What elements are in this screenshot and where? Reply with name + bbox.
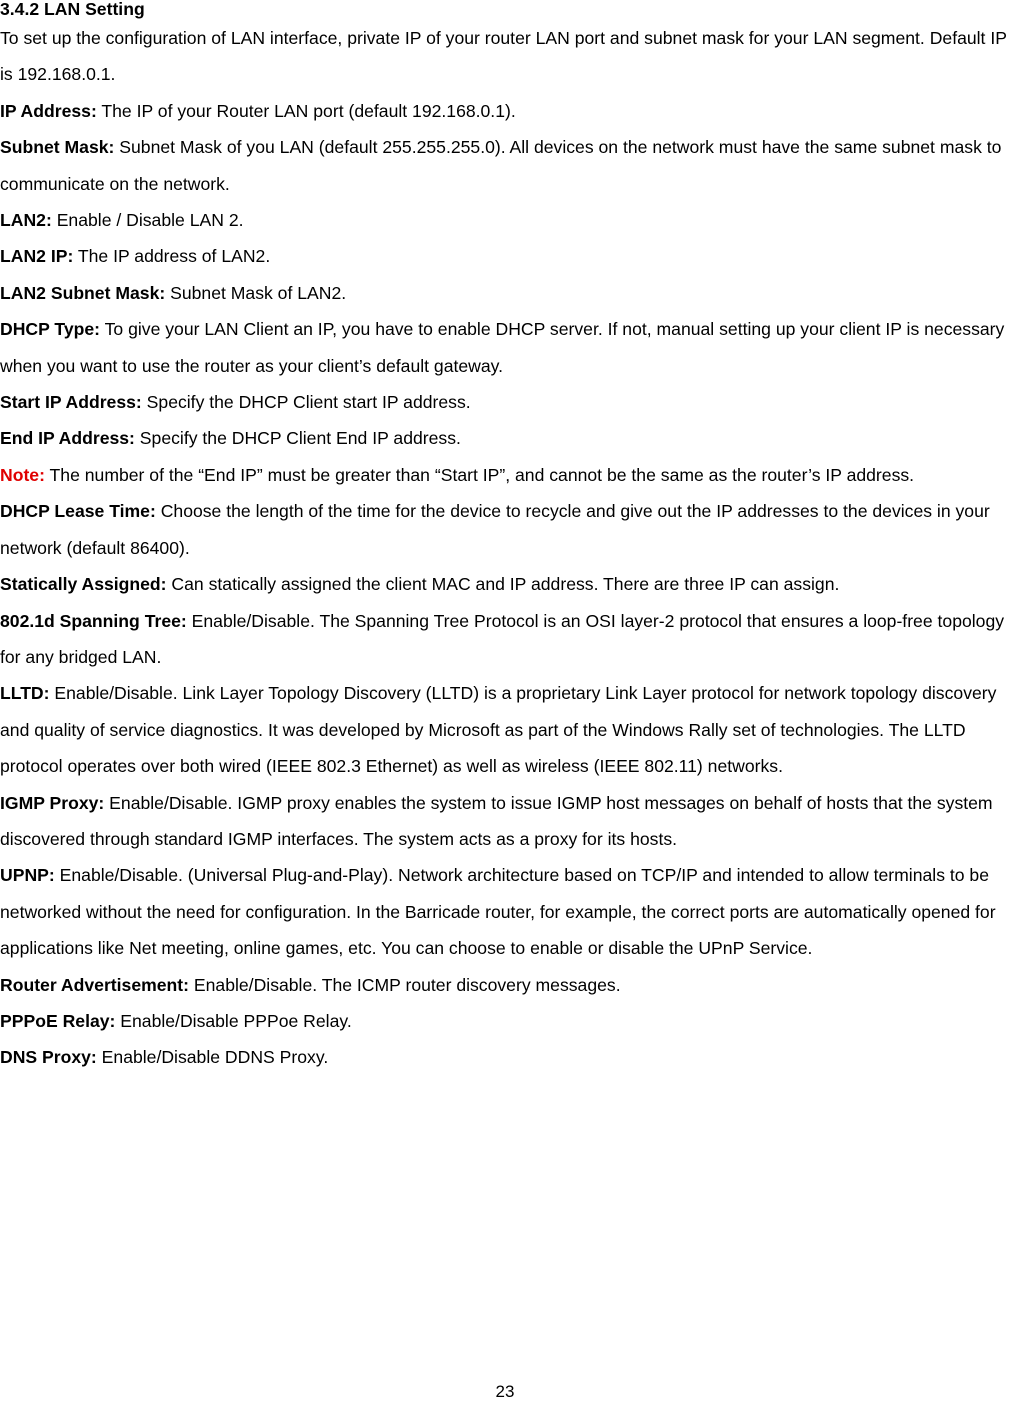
section-heading: 3.4.2 LAN Setting: [0, 0, 145, 19]
note-paragraph: [0, 457, 1010, 493]
term-description: Enable/Disable. Link Layer Topology Discovery (LLTD) is a proprietary Link Layer protocol for network topology discovery and quality of service diagnostics. It was developed by Microsoft as part of the Windows Rally set of technologies. The LLTD protocol operates over both wired (IEEE 802.3 Ethernet) as well as wireless (IEEE 802.11) networks.: [0, 683, 997, 777]
term-description: Specify the DHCP Client start IP address.: [141, 392, 471, 413]
definition-ip-address: [0, 93, 1010, 129]
term-label: LLTD:: [0, 683, 50, 704]
term-description: Enable/Disable. The ICMP router discovery messages.: [189, 974, 621, 995]
term-description: The IP of your Router LAN port (default 192.168.0.1).: [96, 100, 516, 121]
term-description: Enable/Disable. (Universal Plug-and-Play). Network architecture based on TCP/IP and intended to allow terminals to be networked without the need for configuration. In the Barricade router, for example, the correct ports are automatically opened for applications like Net meeting, online games, etc. You can choose to enable or disable the UPnP Service.: [0, 865, 996, 959]
definition-upnp: [0, 857, 1010, 966]
term-label: PPPoE Relay:: [0, 1010, 116, 1031]
definition-dhcp-type: [0, 311, 1010, 384]
term-label: End IP Address:: [0, 428, 135, 449]
term-description: Specify the DHCP Client End IP address.: [134, 428, 461, 449]
term-label: Subnet Mask:: [0, 137, 115, 158]
term-description: Can statically assigned the client MAC and IP address. There are three IP can assign.: [166, 574, 840, 595]
definition-end-ip-address: [0, 420, 1010, 456]
term-label: Start IP Address:: [0, 392, 142, 413]
definition-subnet-mask: [0, 129, 1010, 202]
term-label: LAN2:: [0, 210, 52, 231]
section-intro: To set up the configuration of LAN interface, private IP of your router LAN port and subnet mask for your LAN segment. Default IP is 192.168.0.1.: [0, 28, 1007, 85]
term-label: 802.1d Spanning Tree:: [0, 610, 187, 631]
definition-lltd: [0, 675, 1010, 784]
term-label: Statically Assigned:: [0, 574, 167, 595]
note-label: Note:: [0, 464, 45, 485]
term-label: IP Address:: [0, 100, 97, 121]
term-description: To give your LAN Client an IP, you have to enable DHCP server. If not, manual setting up your client IP is necessary when you want to use the router as your client’s default gateway.: [0, 319, 1005, 376]
term-description: The IP address of LAN2.: [73, 246, 271, 267]
note-text: The number of the “End IP” must be greater than “Start IP”, and cannot be the same as the router’s IP address.: [44, 464, 915, 485]
definition-dns-proxy: [0, 1039, 1010, 1075]
definition-spanning-tree: [0, 603, 1010, 676]
term-label: Router Advertisement:: [0, 974, 190, 995]
term-description: Subnet Mask of you LAN (default 255.255.255.0). All devices on the network must have the same subnet mask to communicate on the network.: [0, 137, 1002, 194]
term-label: DNS Proxy:: [0, 1047, 97, 1068]
definition-lan2-ip: [0, 238, 1010, 274]
term-description: Enable / Disable LAN 2.: [51, 210, 244, 231]
definition-lan2-subnet-mask: [0, 275, 1010, 311]
page-number: 23: [495, 1382, 515, 1401]
definition-pppoe-relay: [0, 1003, 1010, 1039]
definition-igmp-proxy: [0, 785, 1010, 858]
term-label: DHCP Type:: [0, 319, 101, 340]
term-label: LAN2 IP:: [0, 246, 74, 267]
definition-statically-assigned: [0, 566, 1010, 602]
term-label: DHCP Lease Time:: [0, 501, 156, 522]
term-description: Enable/Disable. The Spanning Tree Protocol is an OSI layer-2 protocol that ensures a loop-free topology for any bridged LAN.: [0, 610, 1005, 667]
definition-start-ip-address: [0, 384, 1010, 420]
term-description: Choose the length of the time for the device to recycle and give out the IP addresses to the devices in your network (default 86400).: [0, 501, 990, 558]
term-label: LAN2 Subnet Mask:: [0, 282, 166, 303]
term-description: Enable/Disable DDNS Proxy.: [96, 1047, 329, 1068]
term-description: Enable/Disable PPPoe Relay.: [115, 1010, 352, 1031]
term-label: UPNP:: [0, 865, 55, 886]
definition-dhcp-lease-time: [0, 493, 1010, 566]
term-label: IGMP Proxy:: [0, 792, 105, 813]
term-description: Enable/Disable. IGMP proxy enables the system to issue IGMP host messages on behalf of hosts that the system discovered through standard IGMP interfaces. The system acts as a proxy for its hosts.: [0, 792, 993, 849]
term-description: Subnet Mask of LAN2.: [165, 282, 347, 303]
definition-router-advertisement: [0, 967, 1010, 1003]
definition-lan2: [0, 202, 1010, 238]
